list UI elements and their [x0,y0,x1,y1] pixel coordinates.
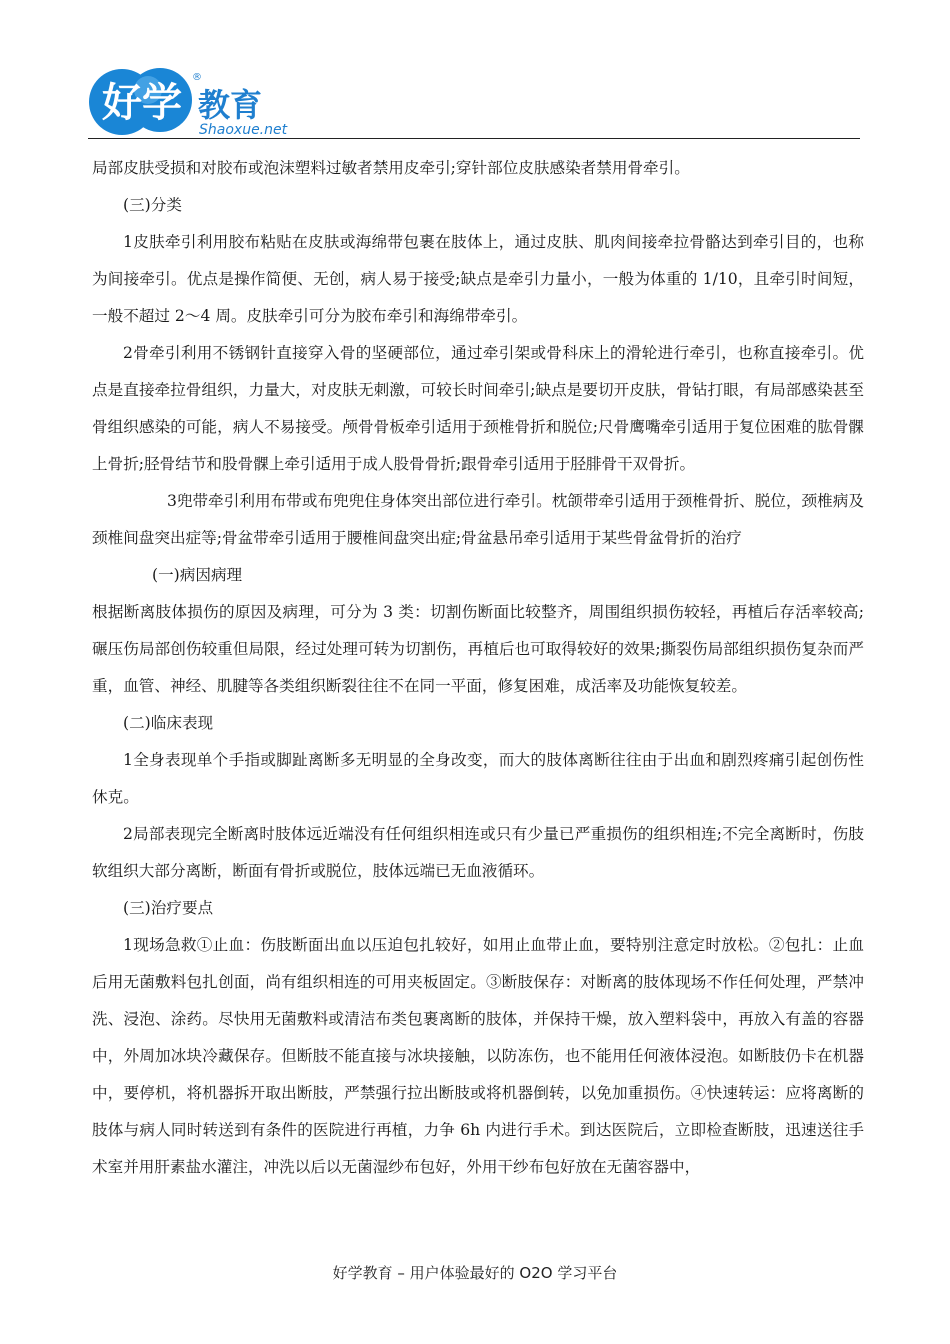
section-heading-etiology: (一)病因病理 [152,566,243,584]
logo-registered-mark: ® [192,72,202,83]
page-footer: 好学教育 – 用户体验最好的 O2O 学习平台 [332,1264,618,1282]
paragraph-first-aid: 1现场急救①止血：伤肢断面出血以压迫包扎较好，如用止血带止血，要特别注意定时放松。②包扎：止血后用无菌敷料包扎创面，尚有组织相连的可用夹板固定。③断肢保存：对断离的肢体现场不作任何处理，严禁冲洗、浸泡、涂药。尽快用无菌敷料或清洁布类包裹离断的肢体，并保持干燥，放入塑料袋中，再放入有盖的容器中，外周加冰块冷藏保存。但断肢不能直接与冰块接触，以防冻伤，也不能用任何液体浸泡。如断肢仍卡在机器中，要停机，将机器拆开取出断肢，严禁强行拉出断肢或将机器倒转，以免加重损伤。④快速转运：应将离断的肢体与病人同时转送到有条件的医院进行再植，力争 6h 内进行手术。到达医院后，立即检查断肢，迅速送往手术室并用肝素盐水灌注，冲洗以后以无菌湿纱布包好，外用干纱布包好放在无菌容器中， [92,936,864,1176]
logo-sub-text: 教育 [198,86,263,124]
header-divider [88,138,860,139]
section-heading-clinical: (二)临床表现 [123,714,214,732]
paragraph-systemic: 1全身表现单个手指或脚趾离断多无明显的全身改变，而大的肢体离断往往由于出血和剧烈疼痛引起创伤性休克。 [92,751,864,806]
paragraph-local: 2局部表现完全断离时肢体远近端没有任何组织相连或只有少量已严重损伤的组织相连;不完全离断时，伤肢软组织大部分离断，断面有骨折或脱位，肢体远端已无血液循环。 [92,825,864,880]
paragraph-skin-traction: 1皮肤牵引利用胶布粘贴在皮肤或海绵带包裹在肢体上，通过皮肤、肌肉间接牵拉骨骼达到牵引目的，也称为间接牵引。优点是操作简便、无创，病人易于接受;缺点是牵引力量小，一般为体重的 1/10，且牵引时间短，一般不超过 2～4 周。皮肤牵引可分为胶布牵引和海绵带牵引。 [92,233,864,325]
section-heading-treatment: (三)治疗要点 [123,899,214,917]
brand-logo-graphic [88,62,318,142]
logo-main-text: 好学 [102,80,182,126]
paragraph-sling-traction: 3兜带牵引利用布带或布兜兜住身体突出部位进行牵引。枕颌带牵引适用于颈椎骨折、脱位，颈椎病及颈椎间盘突出症等;骨盆带牵引适用于腰椎间盘突出症;骨盆悬吊牵引适用于某些骨盆骨折的治疗 [92,492,864,547]
paragraph-bone-traction: 2骨牵引利用不锈钢针直接穿入骨的坚硬部位，通过牵引架或骨科床上的滑轮进行牵引，也称直接牵引。优点是直接牵拉骨组织，力量大，对皮肤无刺激，可较长时间牵引;缺点是要切开皮肤，骨钻打眼，有局部感染甚至骨组织感染的可能，病人不易接受。颅骨骨板牵引适用于颈椎骨折和脱位;尺骨鹰嘴牵引适用于复位困难的肱骨髁上骨折;胫骨结节和股骨髁上牵引适用于成人股骨骨折;跟骨牵引适用于胫腓骨干双骨折。 [92,344,864,473]
document-body [92,150,864,1186]
section-heading-classification: (三)分类 [123,196,182,214]
logo-site-text: Shaoxue.net [199,122,288,138]
paragraph-etiology: 根据断离肢体损伤的原因及病理，可分为 3 类：切割伤断面比较整齐，周围组织损伤较轻，再植后存活率较高;碾压伤局部创伤较重但局限，经过处理可转为切割伤，再植后也可取得较好的效果;撕裂伤局部组织损伤复杂而严重，血管、神经、肌腱等各类组织断裂往往不在同一平面，修复困难，成活率及功能恢复较差。 [92,603,864,695]
brand-logo [88,62,318,142]
paragraph-contraindication: 局部皮肤受损和对胶布或泡沫塑料过敏者禁用皮牵引;穿针部位皮肤感染者禁用骨牵引。 [92,159,690,177]
